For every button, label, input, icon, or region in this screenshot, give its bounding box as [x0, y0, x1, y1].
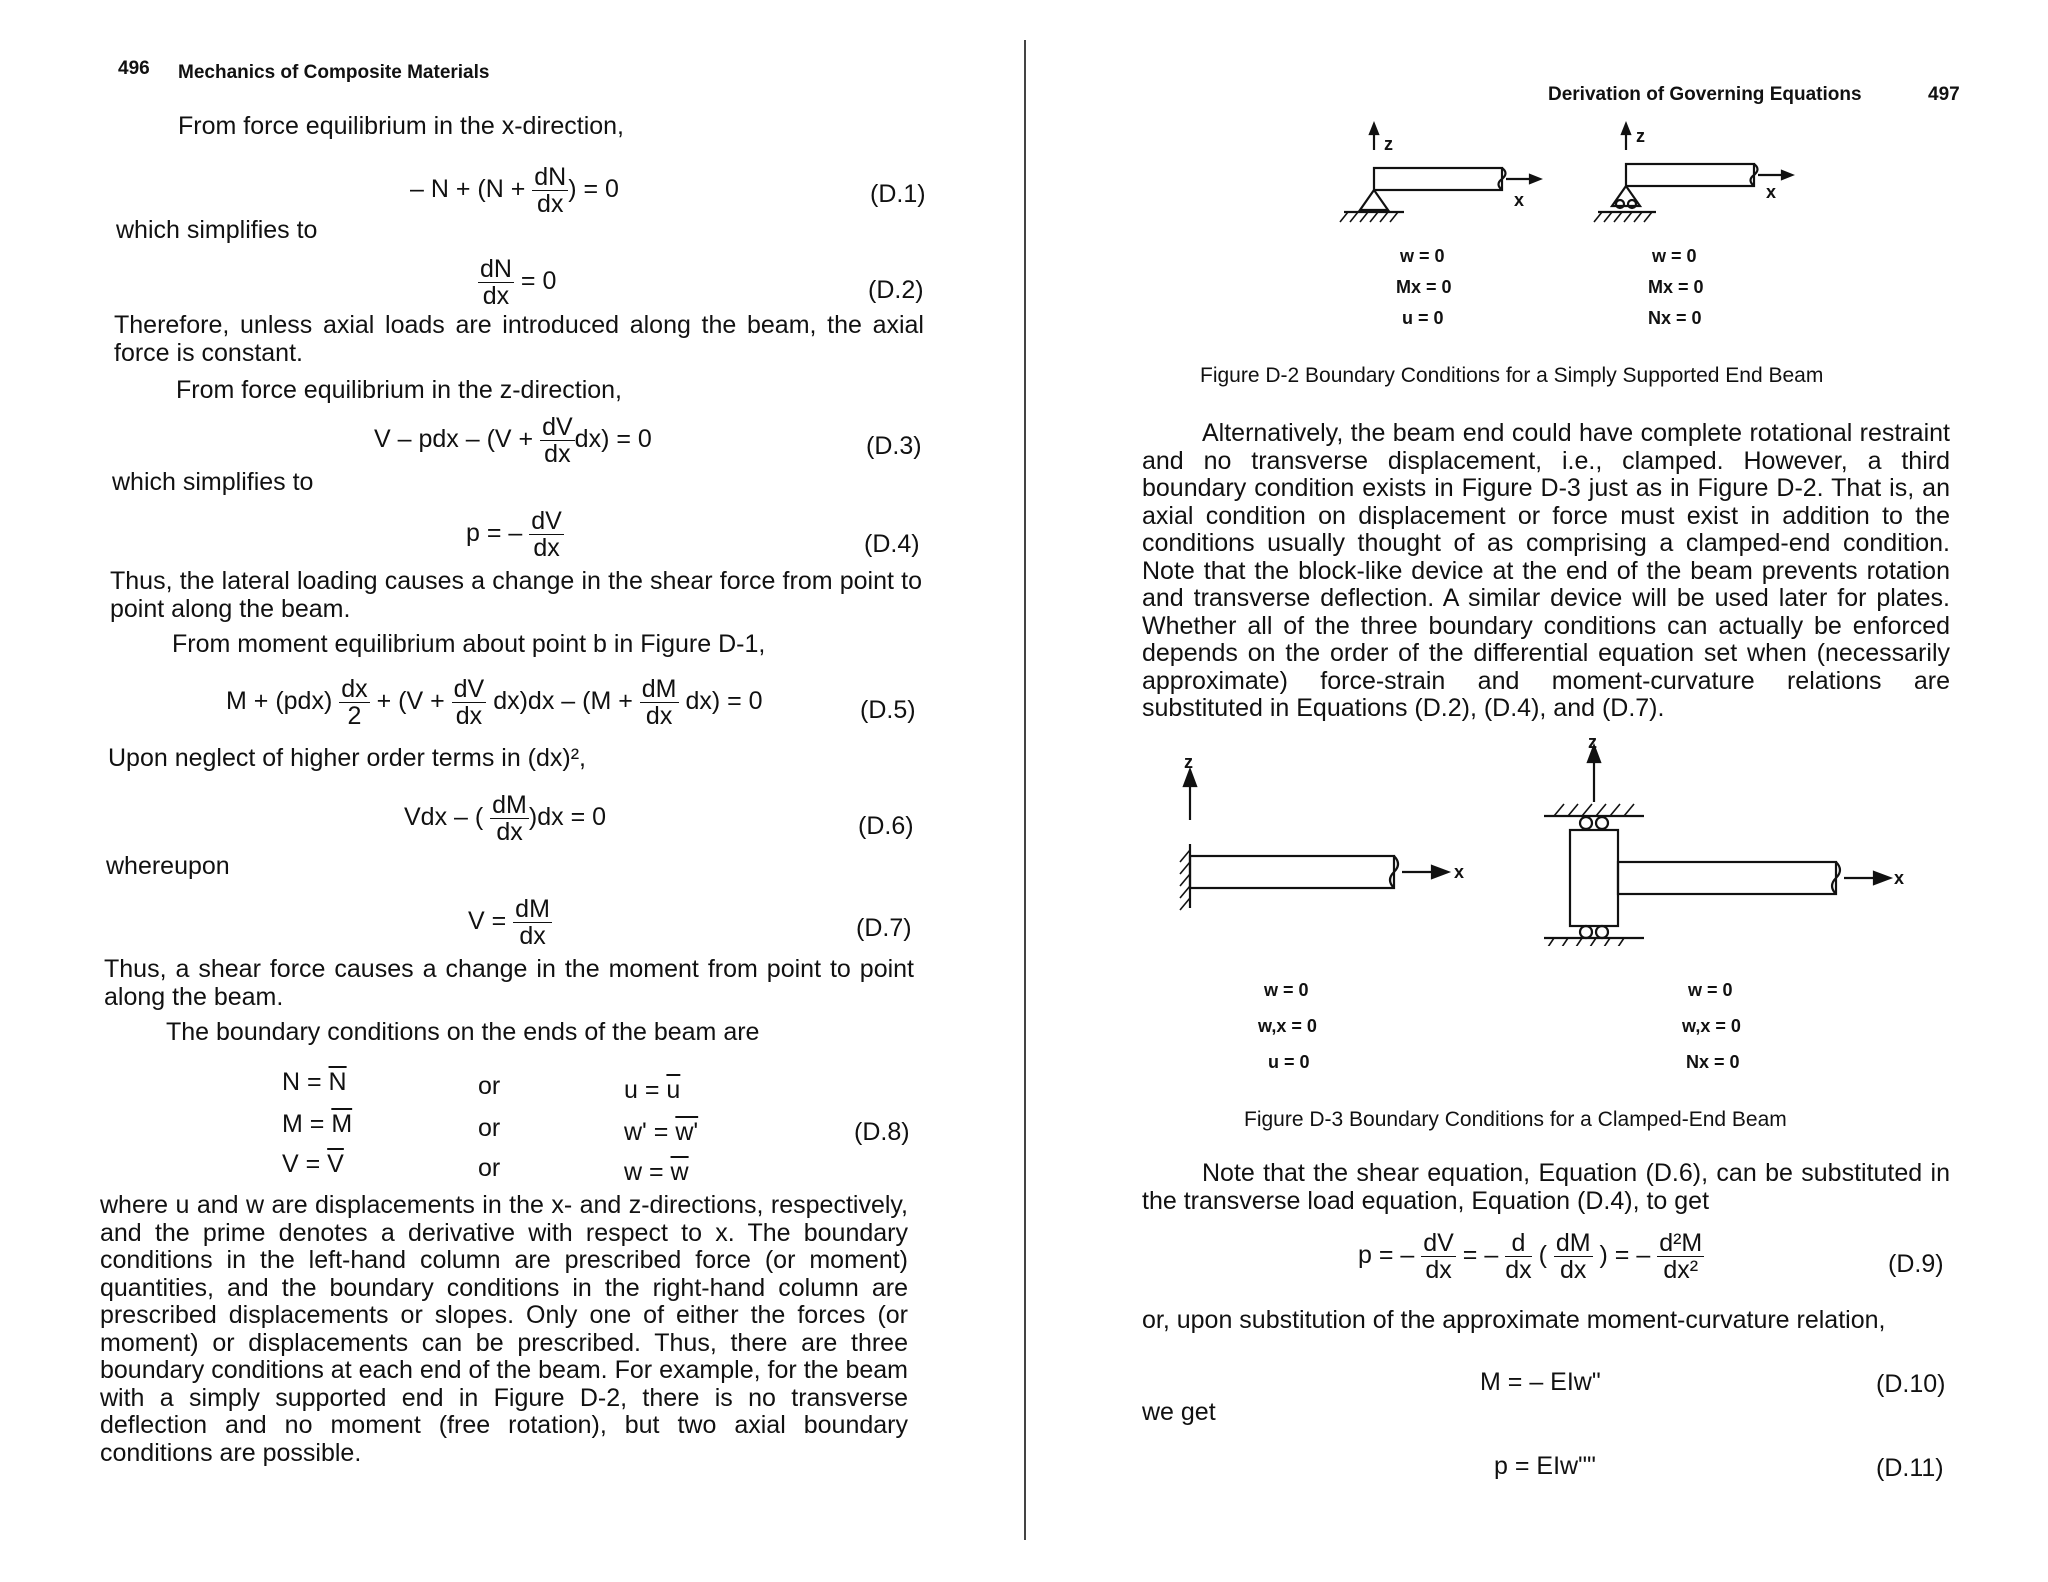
- bc-force-m: $M = \overline{M}$: [282, 1110, 353, 1138]
- bc-disp-u: $u = \overline{u}$: [624, 1076, 681, 1104]
- equation-label-d9: (D.9): [1888, 1250, 1944, 1278]
- fig-d3-left-z-label: z: [1184, 752, 1193, 772]
- equation-d2: $\frac{dN}{dx}$ = 0: [480, 255, 557, 310]
- fig-d2-left-x-label: x: [1514, 190, 1525, 210]
- bc-force-n: $N = \overline{N}$: [282, 1068, 347, 1096]
- bc-force-v: $V = \overline{V}$: [282, 1150, 344, 1178]
- fig-d3-left-bc-3: u = 0: [1268, 1052, 1310, 1072]
- text-line-9: whereupon: [106, 852, 230, 880]
- left-page-number: 496: [118, 58, 150, 79]
- fig-d3-right-z-label: z: [1588, 732, 1597, 752]
- equation-d5: M + (pdx) $\frac{dx}{2}$ + (V + $\frac{dV}{dx}$ dx)dx – (M + $\frac{dM}{dx}$ dx) = 0: [226, 675, 763, 730]
- right-paragraph-2: Note that the shear equation, Equation (D.6), can be substituted in the transverse load equation, Equation (D.4), to get: [1142, 1159, 1950, 1215]
- equation-label-d7: (D.7): [856, 914, 912, 942]
- fig-d3-right-bc-2: w,x = 0: [1682, 1016, 1741, 1036]
- text-line-4: From force equilibrium in the z-direction,: [176, 376, 622, 404]
- text-line-2: which simplifies to: [116, 216, 318, 244]
- figure-d2-drawing: [1330, 118, 1800, 238]
- text-line-3: Therefore, unless axial loads are introduced along the beam, the axial force is constant.: [114, 311, 924, 367]
- equation-label-d8: (D.8): [854, 1118, 910, 1146]
- equation-d11: p = EIw"": [1494, 1452, 1596, 1480]
- right-page-number: 497: [1928, 84, 1960, 105]
- text-line-7: From moment equilibrium about point b in Figure D-1,: [172, 630, 766, 658]
- figure-d2-caption: Figure D-2 Boundary Conditions for a Simply Supported End Beam: [1200, 364, 1824, 387]
- bc-or-2: or: [478, 1114, 501, 1142]
- fig-d3-right-bc-1: w = 0: [1688, 980, 1733, 1000]
- bc-disp-wprime: w' = w': [624, 1118, 699, 1146]
- text-line-5: which simplifies to: [112, 468, 314, 496]
- text-paragraph-12: where u and w are displacements in the x- and z-directions, respectively, and the prime denotes a derivative with respect to x. The boundary conditions in the left-hand column are prescribed force (or moment) quantities, and the boundary conditions in the right-hand column are prescribed displacements or slopes. Only one of either the forces (or moment) or displacements can be prescribed. Thus, there are three boundary conditions at each end of the beam. For example, for the beam with a simply supported end in Figure D-2, there is no transverse deflection and no moment (free rotation), but two axial boundary conditions are possible.: [100, 1191, 908, 1467]
- fig-d2-right-bc-3: Nx = 0: [1648, 308, 1702, 328]
- fig-d2-left-bc-1: w = 0: [1400, 246, 1445, 266]
- text-line-8: Upon neglect of higher order terms in (dx)²,: [108, 744, 586, 772]
- fig-d2-right-bc-1: w = 0: [1652, 246, 1697, 266]
- bc-or-1: or: [478, 1072, 501, 1100]
- equation-label-d1: (D.1): [870, 180, 926, 208]
- bc-or-3: or: [478, 1154, 501, 1182]
- text-line-6: Thus, the lateral loading causes a change in the shear force from point to point along the beam.: [110, 567, 922, 623]
- equation-d4: p = – $\frac{dV}{dx}$: [466, 507, 562, 562]
- fig-d2-left-bc-3: u = 0: [1402, 308, 1444, 328]
- equation-d3: V – pdx – (V + $\frac{dV}{dx}$ dx) = 0: [374, 413, 652, 468]
- text-line-11: The boundary conditions on the ends of the beam are: [166, 1018, 760, 1046]
- equation-d9: p = – $\frac{dV}{dx}$ = – $\frac{d}{dx}$ ( $\frac{dM}{dx}$ ) = – $\frac{\text{d²M}}{\text{dx²}}$: [1358, 1229, 1703, 1284]
- figure-d3-drawing: [1170, 736, 1910, 946]
- text-line-1: From force equilibrium in the x-direction,: [178, 112, 624, 140]
- right-running-title: Derivation of Governing Equations: [1548, 84, 1862, 105]
- figure-d3-caption: Figure D-3 Boundary Conditions for a Clamped-End Beam: [1244, 1108, 1787, 1131]
- equation-label-d5: (D.5): [860, 696, 916, 724]
- fig-d3-left-bc-2: w,x = 0: [1258, 1016, 1317, 1036]
- equation-label-d4: (D.4): [864, 530, 920, 558]
- fig-d3-right-bc-3: Nx = 0: [1686, 1052, 1740, 1072]
- equation-d6: Vdx – ( $\frac{dM}{dx}$ )dx = 0: [404, 791, 607, 846]
- equation-label-d11: (D.11): [1876, 1454, 1944, 1482]
- fig-d3-left-bc-1: w = 0: [1264, 980, 1309, 1000]
- fig-d2-right-bc-2: Mx = 0: [1648, 277, 1704, 297]
- bc-disp-w: $w = \overline{w}$: [624, 1158, 689, 1186]
- equation-label-d2: (D.2): [868, 276, 924, 304]
- fig-d2-left-bc-2: Mx = 0: [1396, 277, 1452, 297]
- left-running-title: Mechanics of Composite Materials: [178, 62, 490, 83]
- fig-d2-right-x-label: x: [1766, 182, 1777, 202]
- fig-d2-right-z-label: z: [1636, 126, 1645, 146]
- right-paragraph-1: Alternatively, the beam end could have complete rotational restraint and no transverse displacement, i.e., clamped. However, a third boundary condition exists in Figure D-3 just as in Figure D-2. That is, an axial condition on displacement or force must exist in addition to the conditions usually thought of as comprising a clamped-end condition. Note that the block-like device at the end of the beam prevents rotation and transverse deflection. A similar device will be used later for plates. Whether all of the three boundary conditions can actually be enforced depends on the order of the differential equation set when (necessarily approximate) force-strain and moment-curvature relations are substituted in Equations (D.2), (D.4), and (D.7).: [1142, 419, 1950, 722]
- fig-d2-left-z-label: z: [1384, 134, 1393, 154]
- equation-d7: V = $\frac{dM}{dx}$: [468, 895, 550, 950]
- equation-d1: – N + (N + $\frac{dN}{dx}$ ) = 0: [410, 163, 619, 218]
- equation-label-d10: (D.10): [1876, 1370, 1946, 1398]
- right-line-we-get: we get: [1142, 1398, 1216, 1426]
- page-gutter: [1024, 40, 1026, 1540]
- fig-d3-right-x-label: x: [1894, 868, 1905, 888]
- right-line-3: or, upon substitution of the approximate moment-curvature relation,: [1142, 1306, 1886, 1334]
- fig-d3-left-x-label: x: [1454, 862, 1465, 882]
- equation-label-d6: (D.6): [858, 812, 914, 840]
- equation-label-d3: (D.3): [866, 432, 922, 460]
- text-line-10: Thus, a shear force causes a change in the moment from point to point along the beam.: [104, 955, 914, 1011]
- equation-d10: M = – EIw": [1480, 1368, 1601, 1396]
